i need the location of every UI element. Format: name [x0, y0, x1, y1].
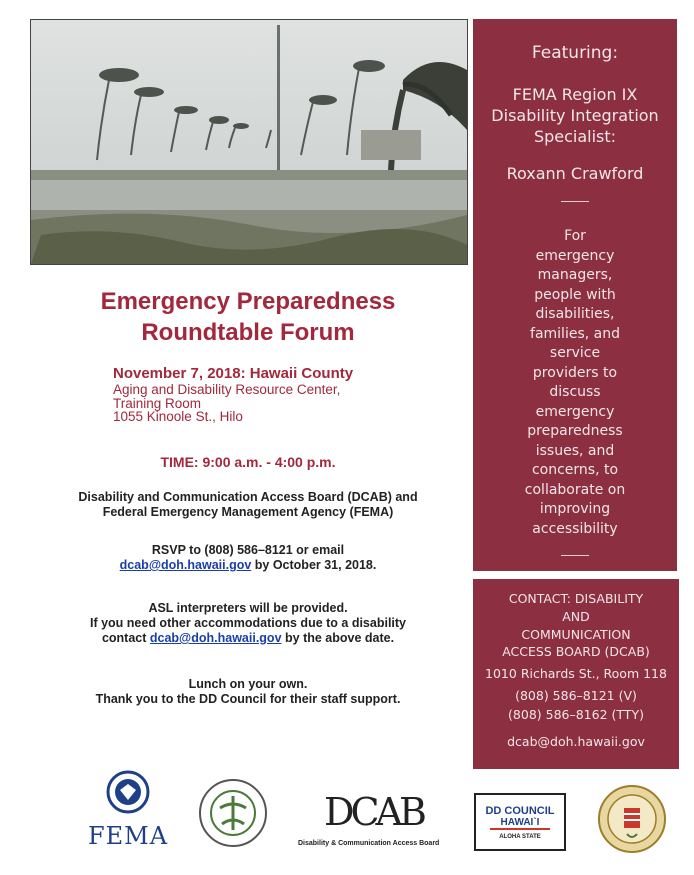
contact-line: CONTACT: DISABILITY	[508, 591, 644, 606]
rsvp-email-link[interactable]: dcab@doh.hawaii.gov	[119, 558, 252, 572]
contact-address: 1010 Richards St., Room 118	[485, 666, 667, 681]
feature-panel	[473, 19, 677, 571]
contact-line: ACCESS BOARD (DCAB)	[502, 644, 650, 659]
event-time: TIME: 9:00 a.m. - 4:00 p.m.	[160, 454, 336, 470]
fema-logo	[88, 770, 168, 855]
contact-panel	[473, 579, 679, 769]
divider	[561, 201, 589, 202]
hawaii-doh-seal	[198, 778, 268, 853]
hero-photo-storm-palms	[30, 19, 468, 265]
rsvp-info: RSVP to (808) 586–8121 or email dcab@doh.hawaii.gov by October 31, 2018.	[119, 543, 377, 572]
state-seal-icon	[597, 784, 667, 854]
contact-email[interactable]: dcab@doh.hawaii.gov	[507, 734, 645, 749]
speaker-name: Roxann Crawford	[506, 164, 644, 183]
event-date: November 7, 2018: Hawaii County	[113, 365, 354, 382]
state-of-hawaii-seal	[597, 784, 667, 859]
dcab-logo	[298, 790, 448, 850]
speaker-role: FEMA Region IX Disability Integration Specialist:	[491, 85, 659, 146]
event-title: Emergency Preparedness Roundtable Forum	[100, 288, 396, 346]
dhs-seal-icon	[106, 770, 150, 814]
accommodations-email-link[interactable]: dcab@doh.hawaii.gov	[149, 631, 282, 645]
contact-line: COMMUNICATION	[521, 627, 631, 642]
fema-wordmark: FEMA	[88, 822, 169, 850]
event-venue: Aging and Disability Resource Center, Training Room 1055 Kinoole St., Hilo	[113, 382, 341, 424]
dcab-wordmark: DCAB	[324, 790, 423, 834]
contact-phone-tty: (808) 586–8162 (TTY)	[508, 707, 644, 722]
dd-council-logo: DD COUNCIL HAWAI`I ALOHA STATE	[474, 793, 566, 851]
featuring-heading: Featuring:	[531, 43, 619, 63]
divider	[561, 555, 589, 556]
contact-line: AND	[562, 609, 590, 624]
accommodations-info: ASL interpreters will be provided. If you need other accommodations due to a disability contact dcab@doh.hawaii.gov by the above date.	[89, 601, 407, 645]
lunch-note: Lunch on your own. Thank you to the DD Council for their staff support.	[95, 677, 401, 706]
organizers: Disability and Communication Access Board (DCAB) and Federal Emergency Management Agency (FEMA)	[78, 490, 418, 519]
dcab-caption: Disability & Communication Access Board	[298, 840, 440, 847]
doh-seal-icon	[198, 778, 268, 848]
event-description: For emergency managers, people with disabilities, families, and service providers to discuss emergency preparedness issues, and concerns, to collaborate on improving accessibility	[524, 228, 626, 537]
contact-phone-voice: (808) 586–8121 (V)	[515, 688, 637, 703]
